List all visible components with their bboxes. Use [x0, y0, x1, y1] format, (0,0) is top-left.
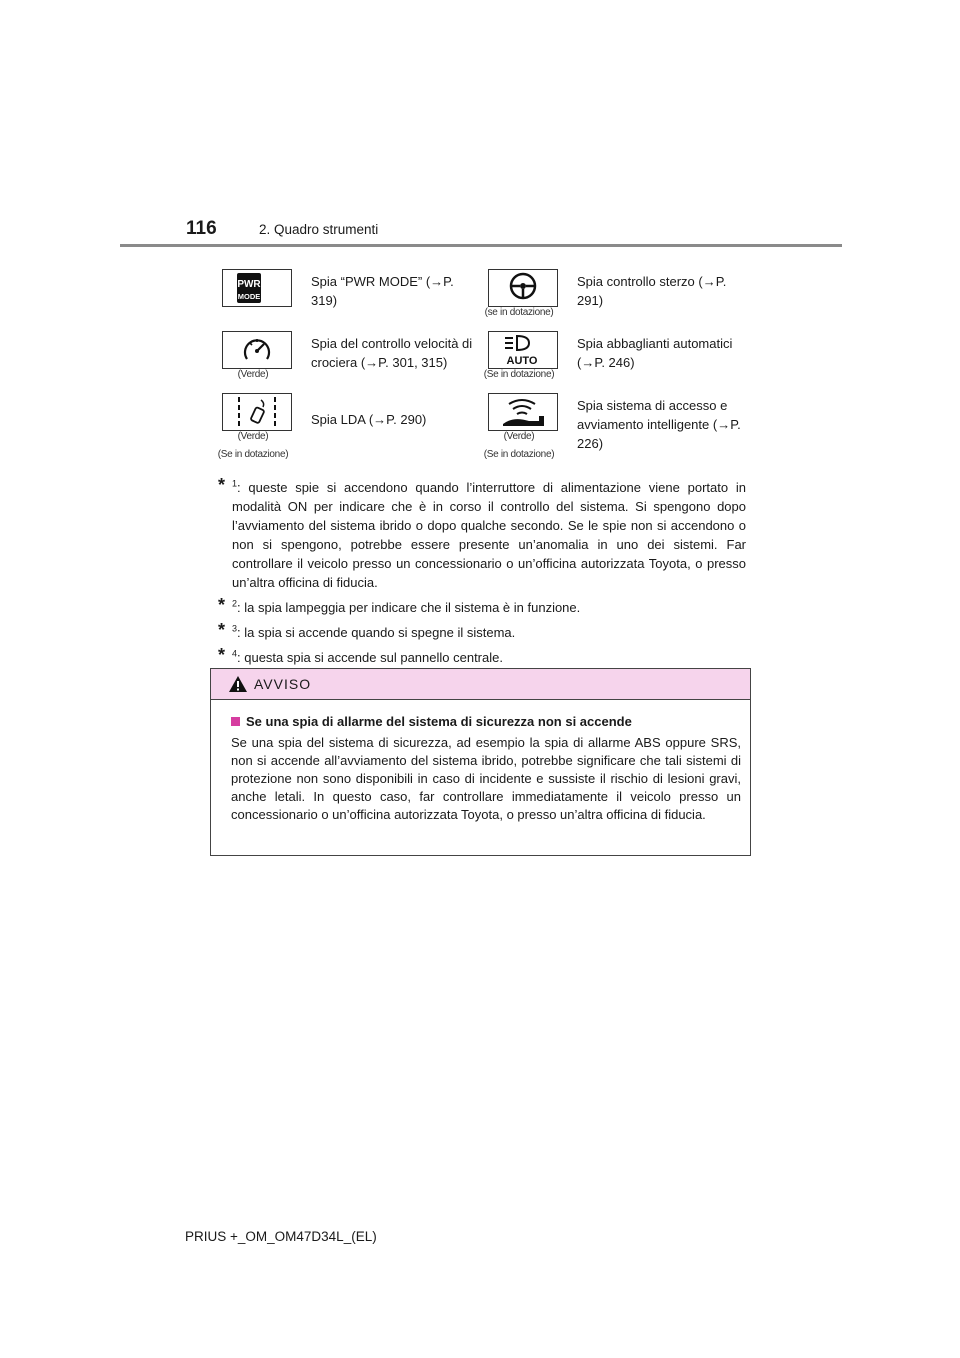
pwr-mode-icon: [222, 269, 292, 307]
indicator-note: (Verde): [237, 431, 269, 442]
indicator-note: (se in dotazione): [484, 307, 554, 318]
footnote-text: : questa spia si accende sul pannello centrale.: [237, 650, 503, 665]
chapter-title: 2. Quadro strumenti: [259, 222, 379, 237]
footnote-mark: *: [218, 620, 226, 640]
footnote: [218, 595, 746, 617]
warning-subtitle-text: Se una spia di allarme del sistema di sicurezza non si accende: [246, 714, 632, 729]
indicator-row: [215, 324, 755, 386]
header-divider: [120, 244, 842, 247]
indicator-row: [215, 262, 755, 324]
indicator-label: Spia controllo sterzo (→P. 291): [577, 274, 727, 308]
warning-header: [211, 669, 750, 700]
indicator-table: [215, 262, 755, 462]
indicator-item: [215, 386, 485, 460]
indicator-label: Spia sistema di accesso e avviamento intelligente (→P. 226): [577, 398, 741, 451]
indicator-label: Spia LDA (→P. 290): [311, 412, 427, 427]
doc-code: PRIUS +_OM_OM47D34L_(EL): [185, 1229, 377, 1244]
svg-text:PWR: PWR: [237, 279, 261, 290]
footnote: [218, 475, 746, 592]
indicator-label: Spia “PWR MODE” (→P. 319): [311, 274, 454, 308]
indicator-note: (Verde): [237, 369, 269, 380]
warning-title: AVVISO: [254, 676, 312, 692]
footnote-number: 4: [232, 648, 238, 659]
warning-box: [210, 668, 751, 856]
warning-body: [231, 713, 741, 824]
footnote-mark: *: [218, 645, 226, 665]
cruise-control-icon: [222, 331, 292, 369]
indicator-item: [481, 262, 751, 324]
indicator-note: (Se in dotazione): [217, 449, 289, 460]
footnote-text: : la spia si accende quando si spegne il sistema.: [237, 625, 516, 640]
indicator-note: (Se in dotazione): [483, 449, 555, 460]
indicator-note: (Se in dotazione): [483, 369, 555, 380]
footnote-number: 3: [232, 623, 238, 634]
footnote-number: 2: [232, 598, 238, 609]
footnote-mark: *: [218, 475, 226, 495]
page-number: 116: [186, 218, 217, 239]
indicator-item: [215, 324, 485, 386]
warning-text: Se una spia del sistema di sicurezza, ad esempio la spia di allarme ABS oppure SRS, non si accende all’avviamento del sistema ibrido, potrebbe significare che tali sistemi di protezione non sono disponibili in caso di incidente e sussiste il rischio di lesioni gravi, anche letali. In questo caso, far controllare immediatamente il veicolo presso un concessionario o un’officina autorizzata Toyota, o presso un’altra officina di fiducia.: [231, 735, 741, 822]
indicator-row: [215, 386, 755, 462]
footnote-mark: *: [218, 595, 226, 615]
svg-text:AUTO: AUTO: [506, 355, 538, 367]
footnote: [218, 620, 746, 642]
smart-entry-icon: [488, 393, 558, 431]
indicator-label: Spia abbaglianti automatici (→P. 246): [577, 336, 733, 370]
lda-icon: [222, 393, 292, 431]
footnote: [218, 645, 746, 667]
indicator-item: [481, 324, 751, 386]
footnote-text: : la spia lampeggia per indicare che il sistema è in funzione.: [237, 600, 581, 615]
indicator-item: [215, 262, 485, 324]
svg-text:MODE: MODE: [237, 292, 261, 301]
square-bullet-icon: [231, 717, 240, 726]
indicator-note: (Verde): [503, 431, 535, 442]
warning-triangle-icon: [228, 675, 248, 693]
indicator-item: [481, 386, 751, 460]
warning-subtitle: [231, 713, 741, 731]
auto-high-beam-icon: [488, 331, 558, 369]
indicator-label: Spia del controllo velocità di crociera (→P. 301, 315): [311, 336, 473, 370]
steering-wheel-icon: [488, 269, 558, 307]
footnotes: [218, 475, 746, 673]
footnote-number: 1: [232, 478, 238, 489]
footnote-text: : queste spie si accendono quando l’interruttore di alimentazione viene portato in modalità ON per indicare che è in corso il controllo del sistema. Si spengono dopo l’avviamento del sistema ibrido o dopo qualche secondo. Se le spie non si accendono o non si spengono, potrebbe essere presente un’anomalia in uno dei sistemi. Far controllare il veicolo presso un concessionario o un’officina autorizzata Toyota, o presso un’altra officina di fiducia.: [232, 480, 746, 590]
